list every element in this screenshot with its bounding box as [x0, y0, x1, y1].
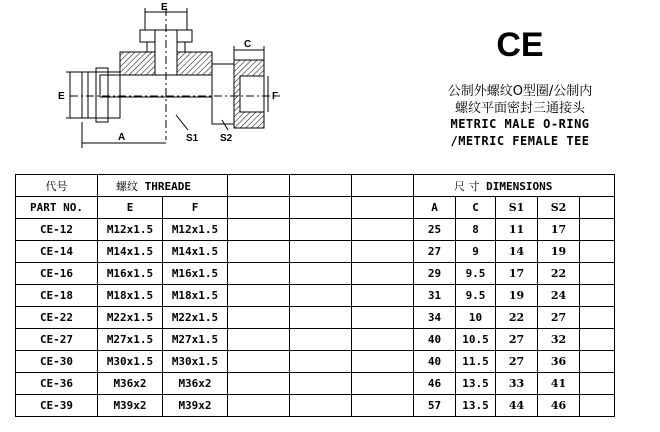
table-row	[16, 373, 615, 395]
table-row	[16, 307, 615, 329]
spec-table	[15, 174, 615, 417]
blank-cell	[352, 285, 414, 307]
cell-part: CE-22	[16, 307, 98, 329]
table-row	[16, 395, 615, 417]
blank-header-cell	[352, 175, 414, 197]
cell-c: 10	[456, 307, 496, 329]
header-row-1	[16, 175, 615, 197]
cell-part: CE-27	[16, 329, 98, 351]
cell-f: M12x1.5	[163, 219, 228, 241]
blank-header-cell	[580, 197, 615, 219]
cell-e: M18x1.5	[98, 285, 163, 307]
dimensions-header: 尺 寸 DIMENSIONS	[414, 175, 615, 197]
cell-e: M36x2	[98, 373, 163, 395]
cell-f: M14x1.5	[163, 241, 228, 263]
cell-s1: 27	[496, 351, 538, 373]
cell-e: M22x1.5	[98, 307, 163, 329]
cell-c: 8	[456, 219, 496, 241]
cell-f: M39x2	[163, 395, 228, 417]
blank-cell	[290, 263, 352, 285]
blank-header-cell	[228, 197, 290, 219]
blank-cell	[352, 219, 414, 241]
cell-c: 13.5	[456, 395, 496, 417]
cell-s1: 44	[496, 395, 538, 417]
blank-cell	[228, 263, 290, 285]
cell-c: 10.5	[456, 329, 496, 351]
cell-e: M30x1.5	[98, 351, 163, 373]
cell-a: 29	[414, 263, 456, 285]
thread-header: 螺纹 THREADE	[98, 175, 228, 197]
blank-cell	[580, 373, 615, 395]
cell-part: CE-30	[16, 351, 98, 373]
blank-cell	[580, 351, 615, 373]
cell-s1: 33	[496, 373, 538, 395]
product-desc-cn-line2: 螺纹平面密封三通接头	[454, 101, 585, 116]
blank-header-cell	[228, 175, 290, 197]
dim-label-c: C	[244, 39, 252, 50]
product-desc-en-line1: METRIC MALE O-RING	[450, 117, 590, 131]
table-row	[16, 351, 615, 373]
cell-a: 27	[414, 241, 456, 263]
blank-cell	[228, 329, 290, 351]
blank-cell	[580, 241, 615, 263]
blank-header-cell	[290, 197, 352, 219]
dim-label-f: F	[272, 91, 279, 102]
product-desc-cn-line1: 公制外螺纹O型圈/公制内	[447, 84, 593, 99]
cell-s2: 24	[538, 285, 580, 307]
cell-part: CE-36	[16, 373, 98, 395]
cell-a: 25	[414, 219, 456, 241]
cell-s1: 22	[496, 307, 538, 329]
blank-cell	[228, 219, 290, 241]
cell-f: M22x1.5	[163, 307, 228, 329]
blank-cell	[352, 351, 414, 373]
blank-cell	[580, 219, 615, 241]
cell-s2: 27	[538, 307, 580, 329]
blank-cell	[290, 285, 352, 307]
dim-label-s2: S2	[220, 133, 233, 144]
product-code: CE	[496, 26, 544, 64]
blank-cell	[580, 307, 615, 329]
col-header-e: E	[98, 197, 163, 219]
cell-c: 9	[456, 241, 496, 263]
header-row-2	[16, 197, 615, 219]
blank-cell	[290, 219, 352, 241]
cell-s2: 19	[538, 241, 580, 263]
dim-label-s1: S1	[186, 133, 199, 144]
blank-cell	[228, 307, 290, 329]
table-row	[16, 329, 615, 351]
blank-cell	[580, 285, 615, 307]
cell-s1: 17	[496, 263, 538, 285]
blank-cell	[228, 285, 290, 307]
blank-cell	[290, 373, 352, 395]
cell-e: M12x1.5	[98, 219, 163, 241]
col-header-c: C	[456, 197, 496, 219]
cell-a: 40	[414, 329, 456, 351]
cell-f: M16x1.5	[163, 263, 228, 285]
blank-cell	[580, 329, 615, 351]
blank-cell	[290, 395, 352, 417]
cell-f: M18x1.5	[163, 285, 228, 307]
blank-cell	[228, 241, 290, 263]
cell-s2: 36	[538, 351, 580, 373]
cell-part: CE-16	[16, 263, 98, 285]
cell-part: CE-14	[16, 241, 98, 263]
blank-cell	[580, 263, 615, 285]
blank-cell	[290, 307, 352, 329]
cell-part: CE-18	[16, 285, 98, 307]
cell-a: 31	[414, 285, 456, 307]
cell-e: M16x1.5	[98, 263, 163, 285]
blank-cell	[352, 395, 414, 417]
cell-s2: 41	[538, 373, 580, 395]
cell-s1: 19	[496, 285, 538, 307]
cell-e: M14x1.5	[98, 241, 163, 263]
col-header-f: F	[163, 197, 228, 219]
cell-e: M39x2	[98, 395, 163, 417]
cell-c: 13.5	[456, 373, 496, 395]
cell-a: 57	[414, 395, 456, 417]
cell-part: CE-12	[16, 219, 98, 241]
dim-label-e-side: E	[58, 91, 65, 102]
blank-cell	[290, 329, 352, 351]
table-row	[16, 241, 615, 263]
cell-c: 11.5	[456, 351, 496, 373]
blank-cell	[352, 329, 414, 351]
table-row	[16, 285, 615, 307]
cell-s1: 11	[496, 219, 538, 241]
blank-header-cell	[352, 197, 414, 219]
cell-c: 9.5	[456, 285, 496, 307]
blank-cell	[290, 241, 352, 263]
col-header-a: A	[414, 197, 456, 219]
blank-cell	[352, 307, 414, 329]
blank-cell	[290, 351, 352, 373]
product-desc-en-line2: /METRIC FEMALE TEE	[450, 134, 590, 148]
cell-f: M27x1.5	[163, 329, 228, 351]
cell-s2: 32	[538, 329, 580, 351]
cell-s1: 14	[496, 241, 538, 263]
cell-a: 34	[414, 307, 456, 329]
blank-cell	[352, 263, 414, 285]
blank-cell	[580, 395, 615, 417]
dim-label-a: A	[118, 132, 126, 143]
table-row	[16, 219, 615, 241]
cell-e: M27x1.5	[98, 329, 163, 351]
blank-cell	[228, 373, 290, 395]
tee-fitting-drawing	[0, 0, 300, 165]
spec-table-body	[16, 219, 615, 417]
blank-cell	[228, 395, 290, 417]
cell-c: 9.5	[456, 263, 496, 285]
blank-header-cell	[290, 175, 352, 197]
blank-cell	[352, 373, 414, 395]
col-header-s2: S2	[538, 197, 580, 219]
dim-label-e-top: E	[161, 2, 168, 13]
cell-s2: 17	[538, 219, 580, 241]
cell-f: M30x1.5	[163, 351, 228, 373]
cell-s1: 27	[496, 329, 538, 351]
cell-part: CE-39	[16, 395, 98, 417]
cell-a: 46	[414, 373, 456, 395]
col-header-s1: S1	[496, 197, 538, 219]
cell-s2: 22	[538, 263, 580, 285]
cell-s2: 46	[538, 395, 580, 417]
part-no-en-header: PART NO.	[16, 197, 98, 219]
cell-f: M36x2	[163, 373, 228, 395]
blank-cell	[228, 351, 290, 373]
table-row	[16, 263, 615, 285]
blank-cell	[352, 241, 414, 263]
part-no-cn-header: 代号	[16, 175, 98, 197]
cell-a: 40	[414, 351, 456, 373]
